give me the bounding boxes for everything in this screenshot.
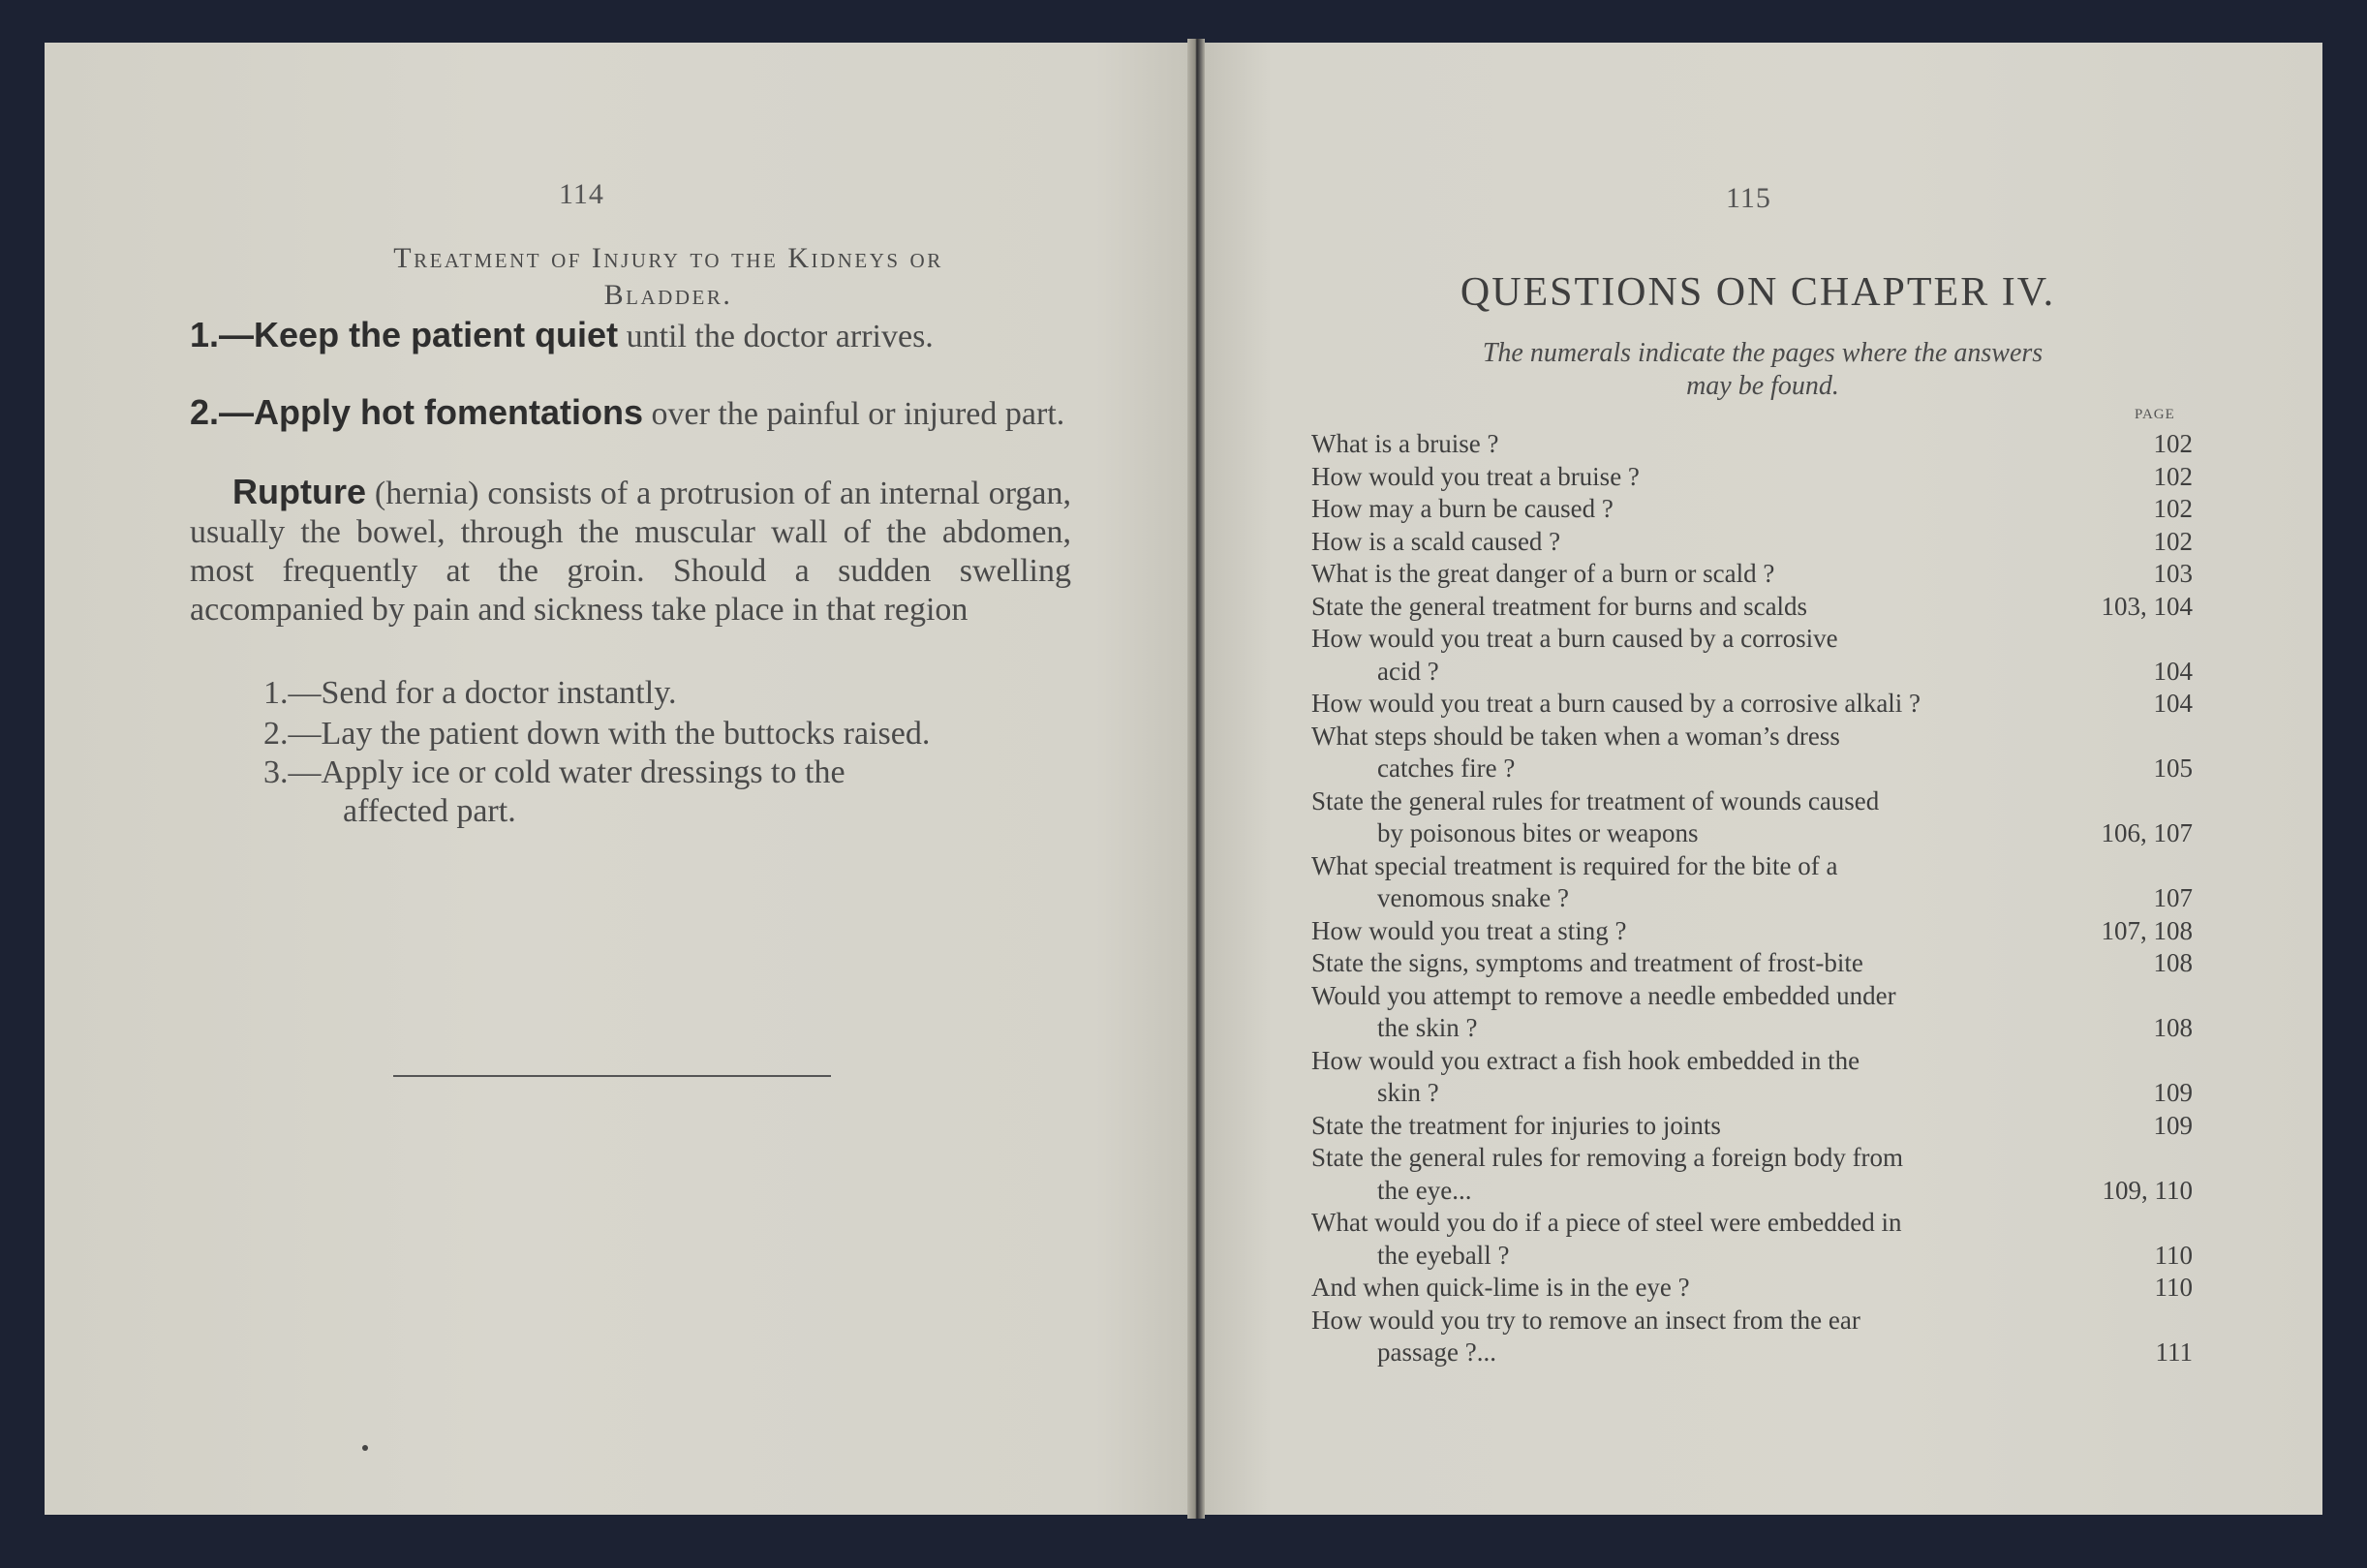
answer-page-number: 108 (2153, 1013, 2193, 1042)
answer-page-number: 105 (2153, 753, 2193, 783)
answer-page-number: 106, 107 (2101, 818, 2193, 847)
question-text: How would you extract a fish hook embedded in the (1311, 1045, 1860, 1075)
question-row (1311, 526, 2193, 559)
sub-step-3-line-2: affected part. (343, 793, 516, 829)
answer-page-number: 102 (2153, 429, 2193, 458)
question-text: Would you attempt to remove a needle embedded under (1311, 980, 1896, 1010)
question-text-continued: the eye... (1377, 1175, 1472, 1205)
question-row (1311, 1045, 2193, 1110)
question-text: How would you treat a burn caused by a corrosive alkali ? (1311, 689, 1921, 718)
step-2-rest: over the painful or injured part. (643, 396, 1065, 432)
question-row (1311, 461, 2193, 494)
question-text: What is a bruise ? (1311, 429, 1499, 458)
step-2-bold: Apply hot fomentations (254, 392, 644, 432)
answer-page-number: 109 (2153, 1078, 2193, 1107)
question-text-continued: venomous snake ? (1377, 883, 1569, 912)
question-text-continued: passage ?... (1377, 1337, 1496, 1367)
heading-line-1: Treatment of Injury to the Kidneys or (393, 242, 943, 274)
step-1-rest: until the doctor arrives. (618, 319, 934, 354)
question-text-continued: skin ? (1377, 1078, 1439, 1107)
question-text: How is a scald caused ? (1311, 526, 1561, 556)
question-text-continued: the eyeball ? (1377, 1240, 1510, 1270)
chapter-title: QUESTIONS ON CHAPTER IV. (1460, 270, 2056, 315)
note-line-2: may be found. (1686, 371, 1839, 401)
question-row (1311, 1305, 2193, 1369)
question-text: What steps should be taken when a woman’s dress (1311, 721, 1840, 751)
question-row (1311, 947, 2193, 980)
answer-page-number: 102 (2153, 494, 2193, 523)
answer-page-number: 110 (2154, 1273, 2193, 1302)
step-1-paragraph (190, 316, 1071, 356)
question-text: State the general rules for removing a foreign body from (1311, 1143, 1904, 1172)
question-row (1311, 688, 2193, 721)
page-speck (362, 1445, 368, 1451)
question-text: How would you try to remove an insect from the ear (1311, 1305, 1860, 1335)
answer-page-number: 107 (2153, 883, 2193, 912)
answer-page-number: 109 (2153, 1110, 2193, 1140)
question-row (1311, 850, 2193, 915)
left-page-number: 114 (559, 178, 604, 210)
answer-page-number: 111 (2155, 1337, 2193, 1367)
question-text: How would you treat a burn caused by a corrosive (1311, 624, 1838, 653)
section-divider (393, 1075, 831, 1077)
question-row (1311, 558, 2193, 591)
page-column-label: PAGE (2135, 407, 2175, 422)
sub-step-3-line-1: 3.—Apply ice or cold water dressings to the (263, 754, 845, 790)
question-row (1311, 591, 2193, 624)
answer-page-number: 107, 108 (2101, 915, 2193, 945)
question-row (1311, 721, 2193, 785)
question-row (1311, 915, 2193, 948)
question-row (1311, 785, 2193, 850)
question-row (1311, 1272, 2193, 1305)
sub-step-1: 1.—Send for a doctor instantly. (263, 675, 677, 711)
question-text-continued: the skin ? (1377, 1013, 1478, 1042)
book-gutter (1187, 39, 1205, 1519)
answer-page-number: 110 (2154, 1240, 2193, 1270)
question-text: And when quick-lime is in the eye ? (1311, 1273, 1690, 1302)
question-text: State the signs, symptoms and treatment of frost-bite (1311, 948, 1863, 977)
answer-page-number: 102 (2153, 526, 2193, 556)
question-text: State the general rules for treatment of wounds caused (1311, 785, 1880, 815)
question-row (1311, 980, 2193, 1045)
question-text-continued: acid ? (1377, 656, 1439, 686)
step-2-paragraph (190, 393, 1071, 434)
numerals-note (1366, 337, 2160, 403)
answer-page-number: 104 (2153, 656, 2193, 686)
question-text: State the treatment for injuries to joints (1311, 1110, 1721, 1140)
rupture-bold: Rupture (232, 472, 366, 511)
answer-page-number: 109, 110 (2102, 1175, 2193, 1205)
question-row (1311, 428, 2193, 461)
question-text-continued: by poisonous bites or weapons (1377, 818, 1699, 847)
question-row (1311, 1110, 2193, 1143)
question-text: State the general treatment for burns and scalds (1311, 591, 1808, 621)
question-text: How would you treat a bruise ? (1311, 461, 1640, 491)
question-row (1311, 1207, 2193, 1272)
answer-page-number: 103, 104 (2101, 591, 2193, 621)
question-text: What special treatment is required for the bite of a (1311, 850, 1838, 880)
sub-step-2: 2.—Lay the patient down with the buttocks raised. (263, 716, 931, 752)
heading-line-2: Bladder. (603, 279, 733, 311)
question-text-continued: catches fire ? (1377, 753, 1516, 783)
answer-page-number: 102 (2153, 461, 2193, 491)
questions-list (1311, 428, 2193, 1369)
left-page-heading (242, 240, 1094, 314)
question-text: How may a burn be caused ? (1311, 494, 1614, 523)
question-row (1311, 623, 2193, 688)
rupture-rest: (hernia) consists of a protrusion of an internal organ, usually the bowel, through the muscular wall of the abdomen, most frequently at the groin. Should a sudden swelling accompanied by pain and sickness take place in that region (190, 476, 1071, 628)
right-page-number: 115 (1726, 182, 1771, 214)
sub-step-3 (263, 753, 1071, 831)
question-text: How would you treat a sting ? (1311, 915, 1627, 945)
question-text: What would you do if a piece of steel were embedded in (1311, 1208, 1902, 1237)
rupture-paragraph (190, 473, 1071, 630)
step-1-bold: Keep the patient quiet (254, 315, 619, 354)
answer-page-number: 108 (2153, 948, 2193, 977)
answer-page-number: 103 (2153, 559, 2193, 588)
question-row (1311, 1142, 2193, 1207)
step-1-number: 1.— (190, 315, 255, 354)
step-2-number: 2.— (190, 392, 255, 432)
question-row (1311, 493, 2193, 526)
question-text: What is the great danger of a burn or scald ? (1311, 559, 1775, 588)
note-line-1: The numerals indicate the pages where the answers (1482, 338, 2044, 368)
answer-page-number: 104 (2153, 689, 2193, 718)
